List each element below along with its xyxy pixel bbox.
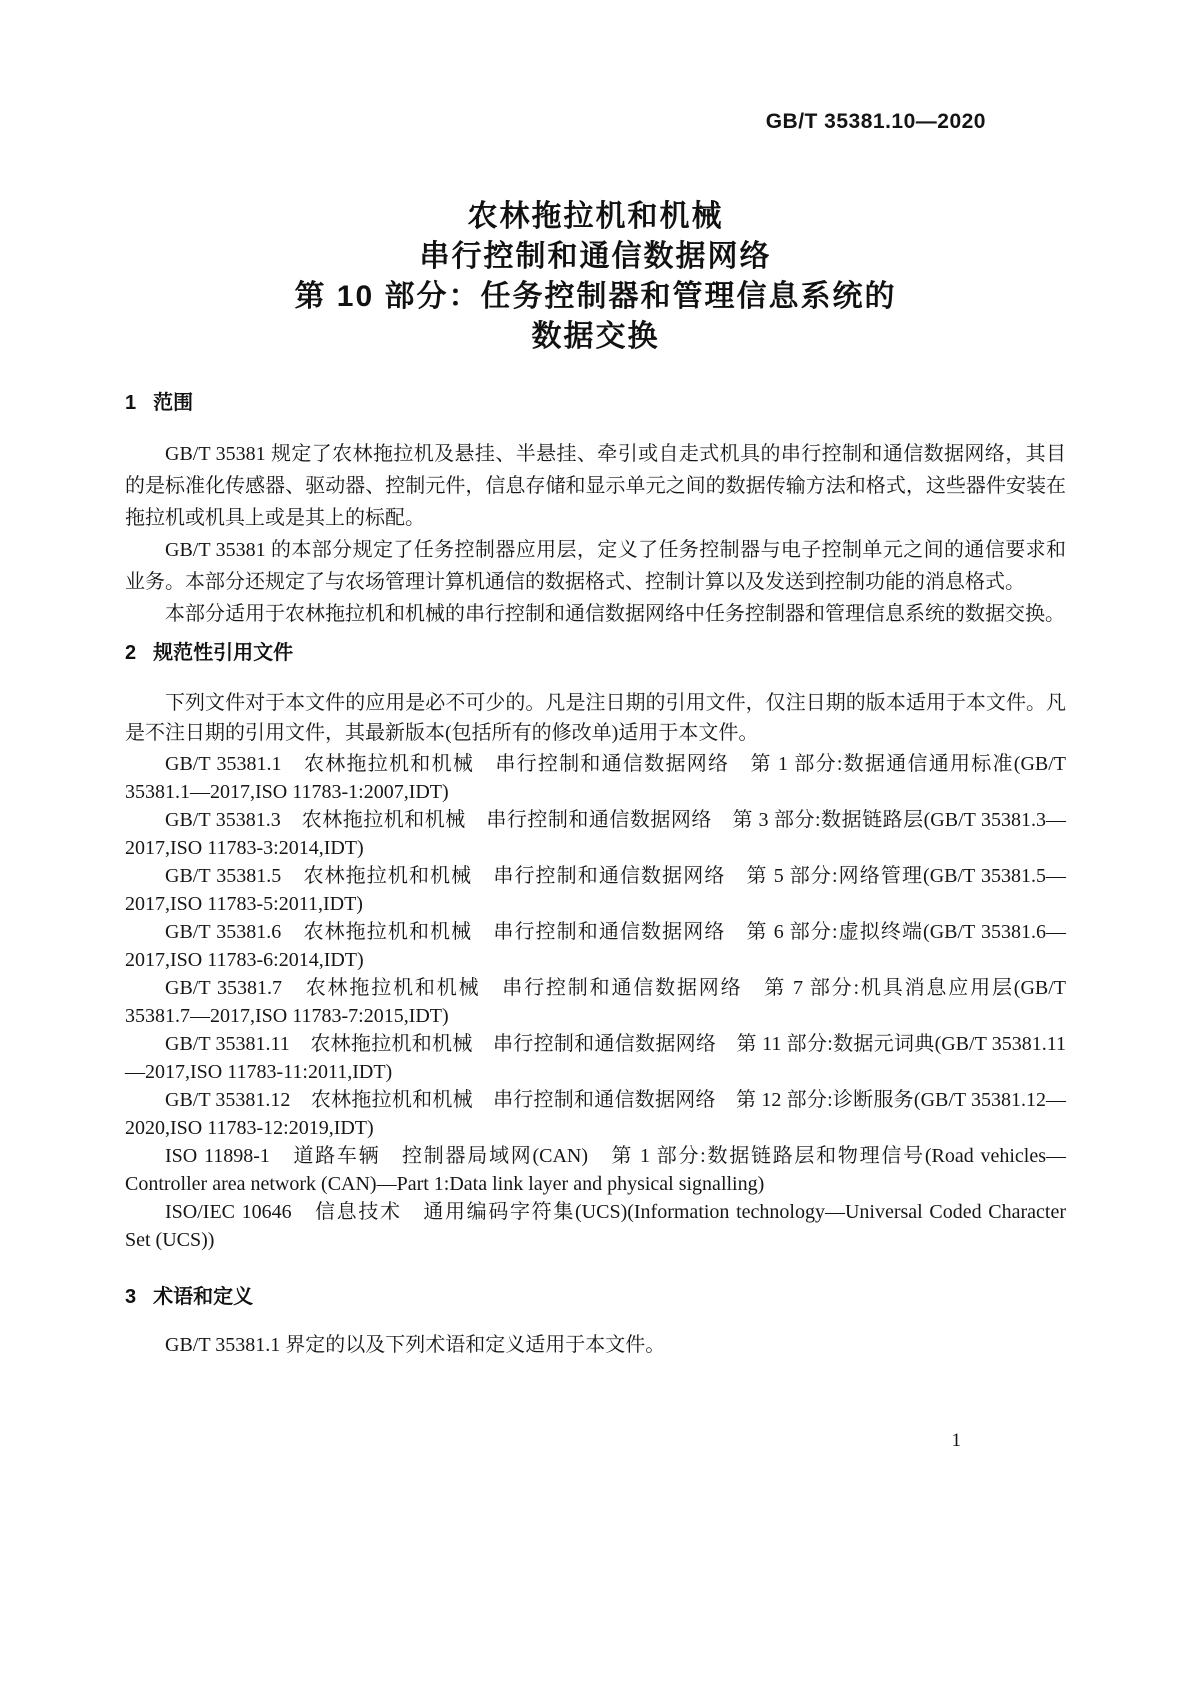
page-content [125, 390, 1066, 1360]
section-title: 范围 [153, 392, 194, 414]
reference-item-6: GB/T 35381.11 农林拖拉机和机械 串行控制和通信数据网络 第 11 部分:数据元词典(GB/T 35381.11—2017,ISO 11783-11:2011,IDT) [125, 1033, 1066, 1083]
section-number: 3 [125, 1286, 137, 1308]
reference-item-4: GB/T 35381.6 农林拖拉机和机械 串行控制和通信数据网络 第 6 部分:虚拟终端(GB/T 35381.6—2017,ISO 11783-6:2014,IDT) [125, 921, 1066, 971]
reference-item-5: GB/T 35381.7 农林拖拉机和机械 串行控制和通信数据网络 第 7 部分:机具消息应用层(GB/T 35381.7—2017,ISO 11783-7:2015,IDT) [125, 977, 1066, 1027]
reference-item-8: ISO 11898-1 道路车辆 控制器局域网(CAN) 第 1 部分:数据链路层和物理信号(Road vehicles—Controller area network (CAN)—Part 1:Data link layer and physical signalling) [125, 1145, 1066, 1195]
reference-item-7: GB/T 35381.12 农林拖拉机和机械 串行控制和通信数据网络 第 12 部分:诊断服务(GB/T 35381.12—2020,ISO 11783-12:2019,IDT) [125, 1089, 1066, 1139]
title-line-4: 数据交换 [531, 320, 660, 353]
reference-item-3: GB/T 35381.5 农林拖拉机和机械 串行控制和通信数据网络 第 5 部分:网络管理(GB/T 35381.5—2017,ISO 11783-5:2011,IDT) [125, 865, 1066, 915]
title-line-1: 农林拖拉机和机械 [467, 200, 724, 233]
section-heading-terms [125, 1284, 1066, 1310]
section-number: 2 [125, 642, 137, 664]
title-line-2: 串行控制和通信数据网络 [419, 240, 772, 273]
page-number: 1 [951, 1430, 961, 1451]
scope-paragraph-3: 本部分适用于农林拖拉机和机械的串行控制和通信数据网络中任务控制器和管理信息系统的数据交换。 [165, 603, 1065, 625]
section-title: 规范性引用文件 [153, 642, 294, 664]
references-intro-paragraph: 下列文件对于本文件的应用是必不可少的。凡是注日期的引用文件，仅注日期的版本适用于本文件。凡是不注日期的引用文件，其最新版本(包括所有的修改单)适用于本文件。 [125, 692, 1066, 744]
section-heading-normative-references [125, 640, 1066, 666]
reference-item-1: GB/T 35381.1 农林拖拉机和机械 串行控制和通信数据网络 第 1 部分:数据通信通用标准(GB/T 35381.1—2017,ISO 11783-1:2007,IDT) [125, 753, 1066, 803]
title-line-3: 第 10 部分：任务控制器和管理信息系统的 [294, 280, 897, 313]
section-number: 1 [125, 392, 137, 414]
section-title: 术语和定义 [153, 1286, 254, 1308]
scope-paragraph-1: GB/T 35381 规定了农林拖拉机及悬挂、半悬挂、牵引或自走式机具的串行控制和通信数据网络，其目的是标准化传感器、驱动器、控制元件，信息存储和显示单元之间的数据传输方法和格式，这些器件安装在拖拉机或机具上或是其上的标配。 [125, 443, 1066, 529]
reference-item-2: GB/T 35381.3 农林拖拉机和机械 串行控制和通信数据网络 第 3 部分:数据链路层(GB/T 35381.3—2017,ISO 11783-3:2014,IDT) [125, 809, 1066, 859]
terms-paragraph-1: GB/T 35381.1 界定的以及下列术语和定义适用于本文件。 [165, 1334, 666, 1356]
document-title [0, 197, 1191, 357]
standard-number: GB/T 35381.10—2020 [765, 110, 986, 133]
reference-item-9: ISO/IEC 10646 信息技术 通用编码字符集(UCS)(Information technology—Universal Coded Character Set (UCS)) [125, 1201, 1066, 1251]
section-heading-scope [125, 390, 1066, 416]
reference-list [125, 750, 1066, 1254]
scope-paragraph-2: GB/T 35381 的本部分规定了任务控制器应用层，定义了任务控制器与电子控制单元之间的通信要求和业务。本部分还规定了与农场管理计算机通信的数据格式、控制计算以及发送到控制功能的消息格式。 [125, 539, 1066, 593]
